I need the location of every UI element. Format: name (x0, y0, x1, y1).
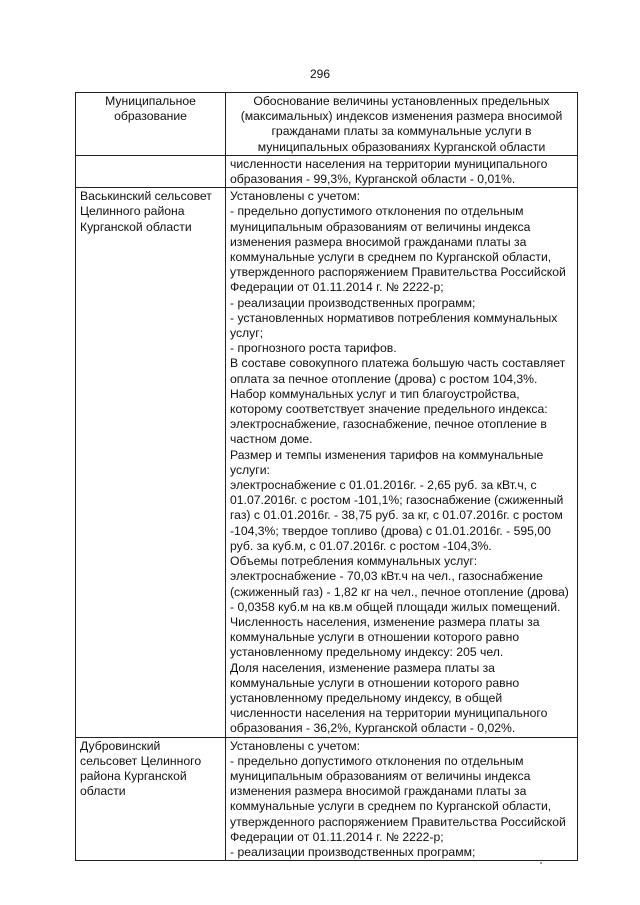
text-line: муниципальным образованиям от величины индекса (230, 219, 531, 234)
municipality-cell (76, 188, 226, 737)
text-line: - реализации производственных программ; (230, 844, 476, 859)
text-line: электроснабжение, газоснабжение, печное отопление в (230, 417, 547, 432)
text-line: (сжиженный газ) - 1,82 кг на чел., печное отопление (дрова) (230, 584, 569, 599)
continuation-text-cell (226, 155, 578, 187)
text-line: коммунальные услуги в отношении которого равно (230, 630, 520, 645)
text-line: Васькинский сельсовет (80, 189, 212, 204)
text-line: - установленных нормативов потребления коммунальных (230, 310, 558, 325)
text-line: -104,3%; твердое топливо (дрова) с 01.01.2016г. - 595,00 (230, 523, 551, 538)
text-line: газ) с 01.01.2016г. - 38,75 руб. за кг, с 01.07.2016г. с ростом (230, 508, 563, 523)
text-line: Федерации от 01.11.2014 г. № 2222-р; (230, 280, 444, 295)
text-line: Набор коммунальных услуг и тип благоустройства, (230, 386, 520, 401)
text-line: В составе совокупного платежа большую часть составляет (230, 356, 566, 371)
scan-speck (540, 862, 542, 864)
text-line: установленному предельному индексу, в общей (230, 690, 503, 705)
page-number: 296 (309, 67, 331, 81)
text-line: электроснабжение с 01.01.2016г. - 2,65 руб. за кВт.ч, с (230, 478, 537, 493)
text-line: области (80, 784, 126, 799)
municipality-cell (76, 737, 226, 861)
text-line: 01.07.2016г. с ростом -101,1%; газоснабжение (сжиженный (230, 493, 564, 508)
text-line: района Курганской (80, 768, 187, 783)
text-line: - предельно допустимого отклонения по отдельным (230, 204, 524, 219)
justification-cell (226, 737, 578, 861)
text-line: образование (114, 109, 187, 124)
text-line: которому соответствует значение предельного индекса: (230, 402, 548, 417)
text-line: Численность населения, изменение размера платы за (230, 614, 540, 629)
table-header-row (76, 93, 578, 156)
text-line: Размер и темпы изменения тарифов на коммунальные (230, 447, 544, 462)
table-row (76, 737, 578, 861)
text-line: - предельно допустимого отклонения по отдельным (230, 753, 524, 768)
tariff-justification-table (75, 92, 578, 861)
header-justification (226, 93, 578, 156)
text-line: утвержденного распоряжением Правительства Российской (230, 814, 566, 829)
text-line: Обоснование величины установленных предельных (253, 94, 550, 108)
text-line: образования - 99,3%, Курганской области - 0,01%. (230, 172, 516, 187)
text-line: руб. за куб.м, с 01.07.2016г. с ростом -104,3%. (230, 538, 492, 553)
text-line: электроснабжение - 70,03 кВт.ч на чел., газоснабжение (230, 569, 543, 584)
text-line: коммунальные услуги в среднем по Курганской области, (230, 799, 552, 814)
text-line: Курганской области (80, 219, 192, 234)
justification-cell (226, 188, 578, 737)
text-line: (максимальных) индексов изменения размера вносимой (240, 109, 563, 124)
text-line: - прогнозного роста тарифов. (230, 341, 397, 356)
text-line: частном доме. (230, 432, 313, 447)
text-line: - 0,0358 куб.м на кв.м общей площади жилых помещений. (230, 599, 561, 614)
table-row (76, 188, 578, 737)
text-line: Объемы потребления коммунальных услуг: (230, 554, 478, 569)
text-line: численности населения на территории муниципального (230, 706, 548, 721)
continuation-row (76, 155, 578, 187)
text-line: гражданами платы за коммунальные услуги в (271, 124, 532, 139)
text-line: коммунальные услуги в среднем по Курганской области, (230, 250, 552, 265)
text-line: установленному предельному индексу: 205 чел. (230, 645, 504, 660)
text-line: Федерации от 01.11.2014 г. № 2222-р; (230, 829, 444, 844)
text-line: изменения размера вносимой гражданами платы за (230, 234, 527, 249)
text-line: Установлены с учетом: (230, 189, 360, 204)
text-line: численности населения на территории муниципального (230, 156, 548, 171)
text-line: Доля населения, изменение размера платы за (230, 660, 495, 675)
text-line: Муниципальное (105, 94, 196, 108)
text-line: услуги: (230, 462, 270, 477)
text-line: утвержденного распоряжением Правительства Российской (230, 265, 566, 280)
text-line: оплата за печное отопление (дрова) с ростом 104,3%. (230, 371, 538, 386)
text-line: коммунальные услуги в отношении которого равно (230, 675, 520, 690)
text-line: муниципальных образованиях Курганской области (257, 139, 546, 154)
text-line: муниципальным образованиям от величины индекса (230, 768, 531, 783)
continuation-municipality-cell (76, 155, 226, 187)
text-line: образования - 36,2%, Курганской области - 0,02%. (230, 721, 516, 736)
text-line: сельсовет Целинного (80, 753, 202, 768)
text-line: Установлены с учетом: (230, 738, 360, 753)
header-municipality (76, 93, 226, 156)
text-line: Дубровинский (80, 738, 161, 753)
text-line: Целинного района (80, 204, 185, 219)
text-line: изменения размера вносимой гражданами платы за (230, 784, 527, 799)
text-line: - реализации производственных программ; (230, 295, 476, 310)
text-line: услуг; (230, 326, 264, 341)
